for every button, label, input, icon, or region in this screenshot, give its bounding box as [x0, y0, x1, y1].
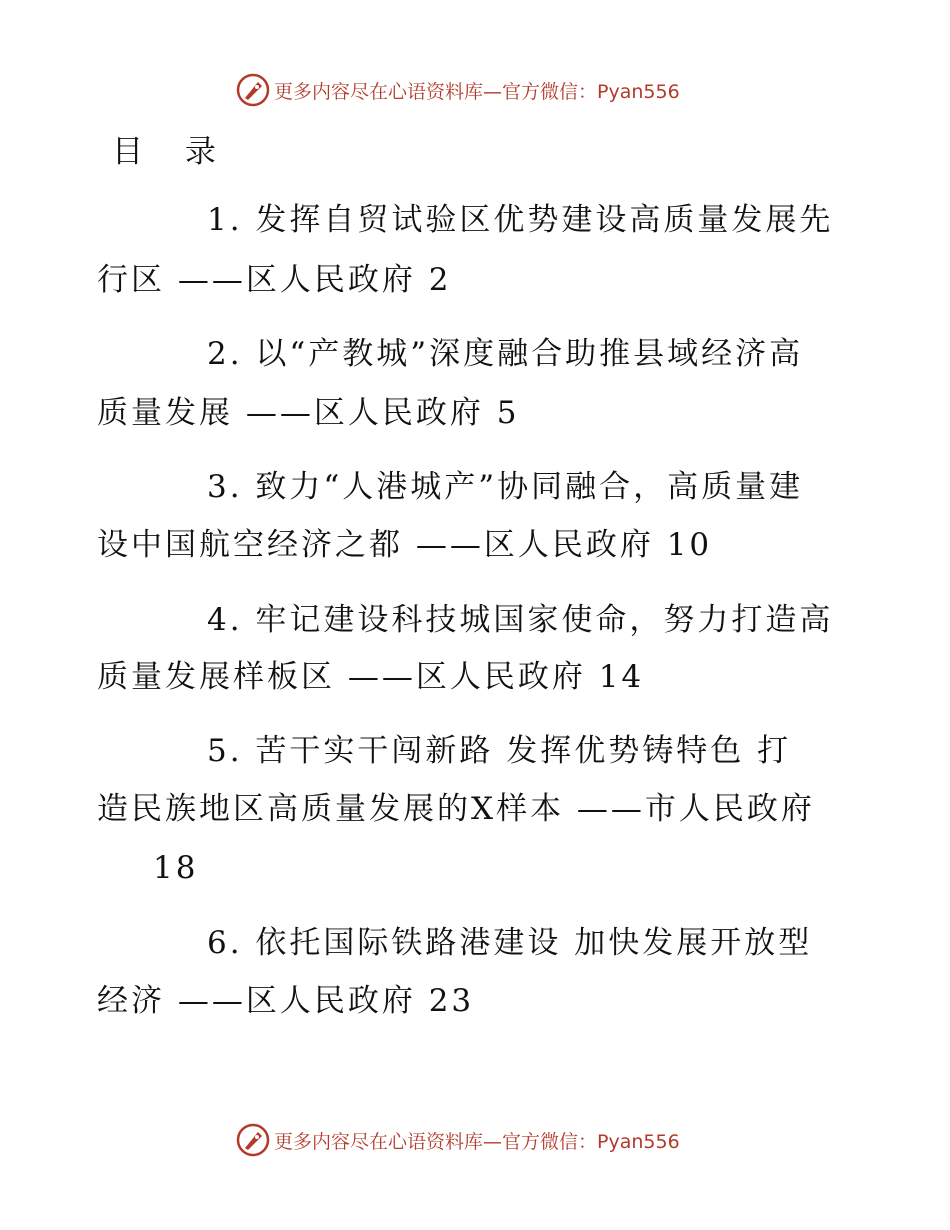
toc-entry-3-line-2: 设中国航空经济之都 ——区人民政府 10: [97, 527, 713, 563]
watermark-text: 更多内容尽在心语资料库—官方微信：Pyan556: [274, 80, 680, 103]
toc-entry-5-page-number: 18: [153, 850, 199, 886]
toc-title: 目 录: [112, 134, 232, 170]
toc-entry-1-line-1: 1. 发挥自贸试验区优势建设高质量发展先: [207, 202, 834, 238]
toc-entry-2-line-1: 2. 以“产教城”深度融合助推县域经济高: [207, 336, 804, 372]
toc-entry-6-line-2: 经济 ——区人民政府 23: [97, 983, 475, 1019]
pen-nib-logo-icon: [236, 1123, 270, 1157]
toc-entry-5-line-1: 5. 苦干实干闯新路 发挥优势铸特色 打: [207, 733, 792, 769]
footer-watermark: [236, 1123, 680, 1157]
toc-entry-4-line-2: 质量发展样板区 ——区人民政府 14: [97, 659, 645, 695]
header-watermark: [236, 73, 680, 107]
toc-entry-4-line-1: 4. 牢记建设科技城国家使命，努力打造高: [207, 602, 834, 638]
toc-entry-1-line-2: 行区 ——区人民政府 2: [97, 262, 452, 298]
toc-entry-2-line-2: 质量发展 ——区人民政府 5: [97, 395, 520, 431]
watermark-text: 更多内容尽在心语资料库—官方微信：Pyan556: [274, 1130, 680, 1153]
toc-entry-5-line-2: 造民族地区高质量发展的X样本 ——市人民政府: [97, 791, 815, 827]
toc-entry-6-line-1: 6. 依托国际铁路港建设 加快发展开放型: [207, 925, 813, 961]
pen-nib-logo-icon: [236, 73, 270, 107]
toc-entry-3-line-1: 3. 致力“人港城产”协同融合，高质量建: [207, 469, 804, 505]
